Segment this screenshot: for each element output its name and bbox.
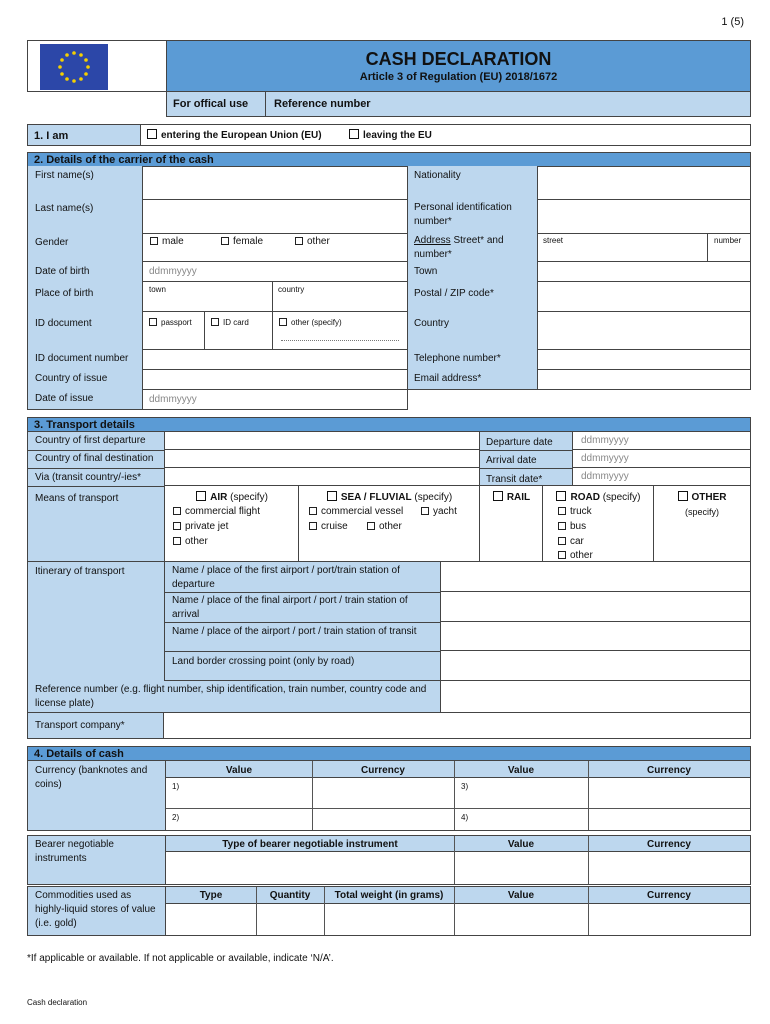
transit-date-field[interactable]: ddmmyyyy [573, 468, 750, 486]
bus-option[interactable]: bus [558, 521, 586, 532]
nationality-field[interactable] [538, 166, 750, 200]
currency-currency-1-field[interactable] [313, 778, 454, 808]
via-field[interactable] [165, 468, 480, 486]
first-names-field[interactable] [143, 166, 407, 200]
currency-value-1-field[interactable]: 1) [172, 782, 180, 791]
section-1-title: 1. I am [34, 130, 69, 142]
passport-checkbox[interactable] [149, 318, 157, 326]
entering-eu-checkbox[interactable] [147, 129, 157, 139]
currency-currency-4-field[interactable] [589, 809, 750, 830]
rail-checkbox[interactable] [493, 491, 503, 501]
sea-option[interactable]: SEA / FLUVIAL (specify) [299, 491, 480, 503]
date-of-issue-field[interactable]: ddmmyyyy [149, 394, 197, 405]
bearer-value-header: Value [507, 839, 535, 850]
bearer-label-cell [27, 835, 165, 885]
postal-field[interactable] [538, 282, 750, 312]
cruise-option[interactable]: cruise [309, 521, 348, 532]
company-label: Transport company* [35, 720, 125, 731]
commodities-type-header: Type [199, 890, 223, 901]
currency-currency-header-2: Currency [647, 765, 691, 776]
commodities-value-header: Value [507, 890, 535, 901]
country-of-issue-label: Country of issue [35, 373, 108, 384]
cruise-checkbox[interactable] [309, 522, 317, 530]
bearer-type-header: Type of bearer negotiable instrument [222, 839, 398, 850]
first-departure-field[interactable] [165, 432, 480, 450]
company-field[interactable] [164, 713, 751, 739]
carrier-label-column-right [408, 166, 537, 390]
dob-field[interactable]: ddmmyyyy [143, 262, 407, 282]
truck-checkbox[interactable] [558, 507, 566, 515]
reference-field[interactable] [441, 681, 751, 713]
bearer-grid [165, 835, 751, 885]
car-option[interactable]: car [558, 536, 584, 547]
sea-column [299, 486, 480, 561]
bus-checkbox[interactable] [558, 522, 566, 530]
departure-date-field[interactable]: ddmmyyyy [573, 432, 750, 450]
last-names-label: Last name(s) [35, 203, 94, 214]
section-4-header [27, 746, 751, 761]
truck-option[interactable]: truck [558, 506, 592, 517]
itinerary-label-cell [27, 562, 164, 681]
currency-currency-header-1: Currency [361, 765, 405, 776]
bearer-currency-field[interactable] [589, 853, 750, 884]
rail-column [480, 486, 543, 561]
commodities-value-field[interactable] [455, 905, 588, 935]
commodities-label-cell [27, 886, 165, 936]
telephone-label: Telephone number* [414, 353, 501, 364]
road-other-checkbox[interactable] [558, 551, 566, 559]
id-doc-number-field[interactable] [143, 350, 407, 370]
address-field [538, 234, 750, 262]
section-2-title: 2. Details of the carrier of the cash [34, 154, 214, 166]
birth-country-label: country [278, 285, 305, 294]
id-card-checkbox[interactable] [211, 318, 219, 326]
sea-other-checkbox[interactable] [367, 522, 375, 530]
currency-value-header-1: Value [225, 765, 253, 776]
rail-option[interactable]: RAIL [480, 491, 543, 503]
form-subtitle: Article 3 of Regulation (EU) 2018/1672 [359, 71, 558, 83]
commodities-quantity-field[interactable] [257, 905, 324, 935]
arrival-date-label: Arrival date [486, 455, 537, 466]
commodities-label: Commodities used as highly-liquid stores of value (i.e. gold) [35, 890, 156, 929]
section-3-header [27, 417, 751, 432]
dob-label: Date of birth [35, 266, 90, 277]
road-checkbox[interactable] [556, 491, 566, 501]
commodities-currency-header: Currency [647, 890, 691, 901]
footnote: *If applicable or available. If not applicable or available, indicate ‘N/A’. [27, 953, 334, 964]
other-id-option[interactable]: other (specify) [279, 318, 342, 327]
commodities-weight-header: Total weight (in grams) [334, 890, 444, 901]
currency-value-header-2: Value [507, 765, 535, 776]
personal-id-field[interactable] [538, 200, 750, 234]
footer-label: Cash declaration [27, 998, 88, 1007]
commodities-currency-field[interactable] [589, 905, 750, 935]
private-jet-option[interactable]: private jet [173, 521, 228, 532]
currency-value-4-field[interactable]: 4) [461, 813, 469, 822]
first-names-label: First name(s) [35, 170, 94, 181]
gender-field [143, 234, 407, 262]
reference-number-label: Reference number [274, 98, 371, 110]
leaving-eu-checkbox[interactable] [349, 129, 359, 139]
official-use-label: For offical use [173, 98, 249, 110]
other-mode-specify: (specify) [684, 507, 719, 517]
passport-option[interactable]: passport [149, 318, 192, 327]
means-of-transport-label: Means of transport [35, 493, 119, 504]
air-option[interactable]: AIR (specify) [165, 491, 299, 503]
address-label: Address Street* and number* [414, 235, 504, 260]
gender-female-option[interactable]: female [221, 236, 263, 247]
itinerary-transit-label: Name / place of the airport / port / train station of transit [172, 626, 417, 637]
transport-label-column [27, 432, 164, 562]
id-doc-number-label: ID document number [35, 353, 129, 364]
commodities-weight-field[interactable] [325, 905, 454, 935]
section-2-header [27, 152, 751, 167]
car-checkbox[interactable] [558, 537, 566, 545]
commercial-vessel-option[interactable]: commercial vessel [309, 506, 403, 517]
itinerary-departure-field[interactable] [441, 562, 750, 592]
carrier-value-column-right [537, 166, 751, 390]
currency-label-cell [27, 761, 165, 831]
place-of-birth-field [143, 282, 407, 312]
eu-flag-icon [40, 44, 108, 90]
yacht-option[interactable]: yacht [421, 506, 457, 517]
via-label: Via (transit country/-ies* [35, 472, 141, 483]
yacht-checkbox[interactable] [421, 507, 429, 515]
reference-number-box [265, 91, 751, 117]
itinerary-labels [164, 562, 441, 681]
road-option[interactable]: ROAD (specify) [543, 491, 654, 503]
currency-currency-3-field[interactable] [589, 778, 750, 808]
entering-eu-option[interactable]: entering the European Union (EU) [147, 129, 322, 141]
other-id-specify-line[interactable] [281, 340, 399, 341]
bearer-currency-header: Currency [647, 839, 691, 850]
commercial-vessel-checkbox[interactable] [309, 507, 317, 515]
country-field[interactable] [538, 312, 750, 350]
road-column [543, 486, 654, 561]
bearer-value-field[interactable] [455, 853, 588, 884]
air-other-option[interactable]: other [173, 536, 208, 547]
carrier-label-column [27, 166, 142, 410]
last-names-field[interactable] [143, 200, 407, 234]
other-gender-checkbox[interactable] [295, 237, 303, 245]
eu-flag-box [27, 40, 167, 92]
commercial-flight-option[interactable]: commercial flight [173, 506, 260, 517]
town-label: Town [414, 266, 438, 277]
postal-label: Postal / ZIP code* [414, 288, 494, 299]
currency-value-2-field[interactable]: 2) [172, 813, 180, 822]
other-mode-option[interactable]: OTHER [654, 491, 750, 503]
itinerary-values [441, 562, 751, 681]
currency-label: Currency (banknotes and coins) [35, 765, 148, 790]
official-use-box [166, 91, 266, 117]
company-label-cell [27, 713, 164, 739]
currency-value-3-field[interactable]: 3) [461, 782, 469, 791]
itinerary-arrival-label: Name / place of the final airport / port / train station of arrival [172, 595, 408, 620]
date-label-column [479, 432, 572, 486]
air-checkbox[interactable] [196, 491, 206, 501]
itinerary-border-label: Land border crossing point (only by road) [172, 656, 355, 667]
email-field[interactable] [538, 370, 750, 390]
page-number: 1 (5) [721, 16, 744, 28]
id-card-option[interactable]: ID card [211, 318, 249, 327]
other-id-checkbox[interactable] [279, 318, 287, 326]
commercial-flight-checkbox[interactable] [173, 507, 181, 515]
first-departure-label: Country of first departure [35, 435, 146, 446]
transport-country-fields [164, 432, 479, 486]
form-title: CASH DECLARATION [365, 49, 552, 69]
currency-currency-2-field[interactable] [313, 809, 454, 830]
telephone-field[interactable] [538, 350, 750, 370]
section-3-title: 3. Transport details [34, 419, 135, 431]
commodities-grid [165, 886, 751, 936]
other-mode-checkbox[interactable] [678, 491, 688, 501]
gender-other-option[interactable]: other [295, 236, 330, 247]
email-label: Email address* [414, 373, 482, 384]
air-column [165, 486, 299, 561]
section-4-title: 4. Details of cash [34, 748, 124, 760]
leaving-eu-option[interactable]: leaving the EU [349, 129, 432, 141]
carrier-value-column-left [142, 166, 408, 410]
gender-male-option[interactable]: male [150, 236, 184, 247]
section-1-header [27, 124, 141, 146]
itinerary-border-field[interactable] [441, 651, 750, 680]
reference-label: Reference number (e.g. flight number, ship identification, train number, country code and license plate) [35, 684, 427, 709]
place-of-birth-label: Place of birth [35, 288, 94, 299]
town-field[interactable] [538, 262, 750, 282]
title-box [166, 40, 751, 92]
sea-other-option[interactable]: other [367, 521, 402, 532]
id-document-field [143, 312, 407, 350]
private-jet-checkbox[interactable] [173, 522, 181, 530]
sea-checkbox[interactable] [327, 491, 337, 501]
date-value-column [572, 432, 751, 486]
other-mode-column [654, 486, 750, 561]
country-of-issue-field[interactable] [143, 370, 407, 390]
birth-town-field[interactable]: town [143, 282, 273, 311]
commodities-quantity-header: Quantity [269, 890, 311, 901]
gender-label: Gender [35, 237, 69, 248]
transit-date-label: Transit date* [486, 474, 543, 485]
female-checkbox[interactable] [221, 237, 229, 245]
bearer-label: Bearer negotiable instruments [35, 839, 114, 864]
itinerary-departure-label: Name / place of the first airport / port/train station of departure [172, 565, 400, 590]
personal-id-label: Personal identification number* [414, 202, 512, 227]
nationality-label: Nationality [414, 170, 461, 181]
commodities-type-field[interactable] [166, 905, 256, 935]
bearer-type-field[interactable] [166, 853, 454, 884]
final-destination-label: Country of final destination [35, 453, 154, 464]
currency-grid [165, 761, 751, 831]
male-checkbox[interactable] [150, 237, 158, 245]
reference-label-cell [27, 681, 441, 713]
arrival-date-field[interactable]: ddmmyyyy [573, 450, 750, 468]
street-field[interactable]: street [538, 234, 708, 261]
itinerary-transit-field[interactable] [441, 622, 750, 651]
date-of-issue-label: Date of issue [35, 393, 94, 404]
final-destination-field[interactable] [165, 450, 480, 468]
departure-date-label: Departure date [486, 437, 553, 448]
means-of-transport-grid [164, 486, 751, 562]
air-other-checkbox[interactable] [173, 537, 181, 545]
country-label: Country [414, 318, 450, 329]
id-document-label: ID document [35, 318, 92, 329]
section-1-options [140, 124, 751, 146]
itinerary-arrival-field[interactable] [441, 592, 750, 622]
itinerary-label: Itinerary of transport [35, 566, 125, 577]
house-number-label: number [714, 236, 742, 245]
road-other-option[interactable]: other [558, 550, 593, 561]
